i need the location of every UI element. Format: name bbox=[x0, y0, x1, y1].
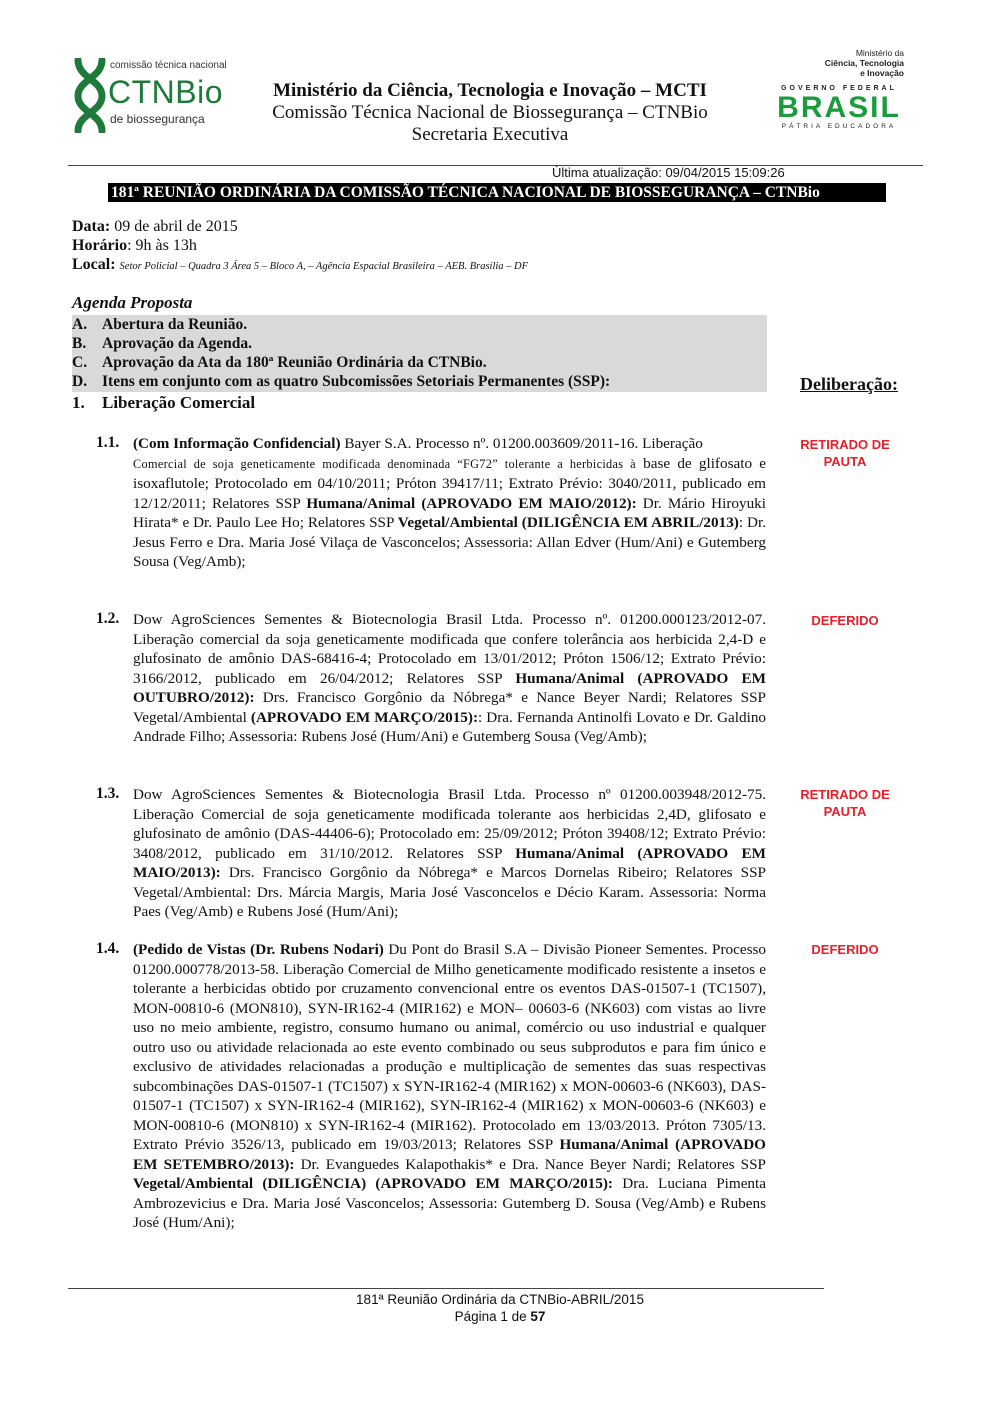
location-label: Local: bbox=[72, 256, 116, 273]
status-badge: RETIRADO DE PAUTA bbox=[800, 787, 890, 819]
deliberation-header: Deliberação: bbox=[800, 374, 898, 394]
agenda-row: C. Aprovação da Ata da 180ª Reunião Ordinária da CTNBio. bbox=[72, 353, 767, 373]
header-divider bbox=[68, 165, 923, 166]
logo-tagline-top: comissão técnica nacional bbox=[110, 60, 227, 71]
agenda-row: B. Aprovação da Agenda. bbox=[72, 334, 767, 354]
patria-educadora: PÁTRIA EDUCADORA bbox=[781, 123, 897, 130]
ministry-small-3: e Inovação bbox=[860, 68, 904, 78]
date-label: Data: bbox=[72, 218, 111, 235]
logo-name: CTNBio bbox=[108, 74, 224, 110]
brasil-wordmark: BRASIL bbox=[777, 91, 901, 124]
location-value: Setor Policial – Quadra 3 Área 5 – Bloco A, – Agência Espacial Brasileira – AEB. Brasília – DF bbox=[119, 261, 529, 272]
agenda-item: (Com Informação Confidencial) Bayer S.A. Processo nº. 01200.003609/2011-16. Liberação Comercial de soja geneticamente modificada denominada “FG72” tolerante a herbicidas à base de glifosato e isoxaflutole; Protocolado em 04/10/2011; Próton 39417/11; Extrato Prévio: 3040/2011, publicado em 12/12/2011; Relatores SSP Humana/Animal (APROVADO EM MAIO/2012): Dr. Mário Hiroyuki Hirata* e Dr. Paulo Lee Ho; Relatores SSP Vegetal/Ambiental (DILIGÊNCIA EM ABRIL/2013): Dr. Jesus Ferro e Dra. Maria José Vilaça de Vasconcelos; Assessoria: Allan Edver (Hum/Ani) e Gutemberg Sousa (Veg/Amb); bbox=[133, 435, 766, 570]
meeting-title: 181ª REUNIÃO ORDINÁRIA DA COMISSÃO TÉCNICA NACIONAL DE BIOSSEGURANÇA – CTNBio bbox=[108, 183, 886, 202]
status-badge: DEFERIDO bbox=[811, 942, 879, 957]
time-line bbox=[72, 237, 197, 255]
agenda-item: Dow AgroSciences Sementes & Biotecnologia Brasil Ltda. Processo nº. 01200.000123/2012-07. Liberação comercial da soja geneticamente modificada que confere tolerância aos herbicida 2,4-D e glufosinato de amônio DAS-68416-4; Protocolado em 13/01/2012; Próton 1506/12; Extrato Prévio: 3166/2012, publicado em 26/04/2012; Relatores SSP Humana/Animal (APROVADO EM OUTUBRO/2012): Drs. Francisco Gorgônio da Nóbrega* e Nance Beyer Nardi; Relatores SSP Vegetal/Ambiental (APROVADO EM MARÇO/2015):: Dra. Fernanda Antinolfi Lovato e Dr. Galdino Andrade Filho; Assessoria: Rubens José (Hum/Ani) e Gutemberg Sousa (Veg/Amb); bbox=[133, 611, 767, 745]
ministry-small-1: Ministério da bbox=[855, 48, 904, 58]
ministry-line: Ministério da Ciência, Tecnologia e Inovação – MCTI bbox=[273, 80, 707, 101]
date-value: 09 de abril de 2015 bbox=[110, 218, 238, 235]
government-logo bbox=[774, 48, 904, 130]
date-line bbox=[72, 218, 238, 236]
ctnbio-logo bbox=[70, 58, 250, 133]
item-number: 1.1. bbox=[96, 434, 120, 451]
agenda-row: D. Itens em conjunto com as quatro Subcomissões Setoriais Permanentes (SSP): bbox=[72, 372, 767, 392]
status-badge: RETIRADO DE PAUTA bbox=[800, 437, 890, 469]
agenda-row: A. Abertura da Reunião. bbox=[72, 315, 767, 335]
ministry-small-2: Ciência, Tecnologia bbox=[824, 58, 904, 68]
location-line bbox=[72, 256, 528, 274]
agenda-title: Agenda Proposta bbox=[72, 293, 193, 312]
footer-divider bbox=[68, 1288, 824, 1289]
secretariat-line: Secretaria Executiva bbox=[411, 124, 569, 145]
header-title-block bbox=[250, 80, 730, 146]
agenda-item: (Pedido de Vistas (Dr. Rubens Nodari) Du Pont do Brasil S.A – Divisão Pioneer Sementes. Processo 01200.000778/2013-58. Liberação Comercial de Milho geneticamente modificado resistente a insetos e tolerante a herbicidas obtido por cruzamento convencional entre os eventos DAS-01507-1 (TC1507), MON-00810-6 (MON810), SYN-IR162-4 (MIR162) e MON– 00603-6 (NK603) com vistas ao livre uso no meio ambiente, registro, consumo humano ou animal, comércio ou uso industrial e qualquer outro uso ou atividade relacionada ao este evento combinado ou seus subprodutos e para fim único e exclusivo de atividades relacionadas a produção e multiplicação de sementes das suas respectivas subcombinações DAS-01507-1 (TC1507) x SYN-IR162-4 (MIR162) x MON-00603-6 (NK603), DAS-01507-1 (TC1507) x SYN-IR162-4 (MIR162), SYN-IR162-4 (MIR162) x MON-00603-6 (NK603) e MON-00810-6 (MON810) x SYN-IR162-4 (MIR162). Protocolado em 13/03/2013. Próton 7305/13. Extrato Prévio 3526/13, publicado em 19/03/2013; Relatores SSP Humana/Animal (APROVADO EM SETEMBRO/2013): Dr. Evanguedes Kalapothakis* e Dra. Nance Beyer Nardi; Relatores SSP Vegetal/Ambiental (DILIGÊNCIA) (APROVADO EM MARÇO/2015): Dra. Luciana Pimenta Ambrozevicius e Dra. Maria José Vasconcelos; Assessoria: Gutemberg D. Sousa (Veg/Amb) e Rubens José (Hum/Ani); bbox=[133, 941, 767, 1231]
logo-tagline-bottom: de biossegurança bbox=[110, 112, 205, 126]
commission-line: Comissão Técnica Nacional de Biossegurança – CTNBio bbox=[272, 102, 708, 123]
item-number: 1.3. bbox=[96, 785, 120, 802]
status-badge: DEFERIDO bbox=[811, 613, 879, 628]
item-number: 1.2. bbox=[96, 610, 120, 627]
section-heading: 1. Liberação Comercial bbox=[72, 393, 256, 412]
page-number: Página 1 de 57 bbox=[454, 1309, 546, 1324]
dna-icon bbox=[70, 58, 110, 133]
time-label: Horário bbox=[72, 237, 128, 254]
footer-meeting: 181ª Reunião Ordinária da CTNBio-ABRIL/2015 bbox=[356, 1292, 644, 1307]
last-updated: Última atualização: 09/04/2015 15:09:26 bbox=[552, 165, 785, 180]
item-number: 1.4. bbox=[96, 940, 120, 957]
governo-federal: GOVERNO FEDERAL bbox=[781, 85, 897, 92]
time-value: : 9h às 13h bbox=[127, 237, 197, 254]
agenda-item: Dow AgroSciences Sementes & Biotecnologia Brasil Ltda. Processo nº 01200.003948/2012-75. Liberação Comercial de soja geneticamente modificada tolerante aos herbicidas 2,4D, glifosato e glufosinato de amônio (DAS-44406-6); Protocolado em: 25/09/2012; Próton 39408/12; Extrato Prévio: 3408/2012, publicado em 31/10/2012. Relatores SSP Humana/Animal (APROVADO EM MAIO/2013): Drs. Francisco Gorgônio da Nóbrega* e Marcos Dornelas Ribeiro; Relatores SSP Vegetal/Ambiental: Drs. Márcia Margis, Maria José Vasconcelos e Décio Karam. Assessoria: Norma Paes (Veg/Amb) e Rubens José (Hum/Ani); bbox=[133, 786, 766, 920]
